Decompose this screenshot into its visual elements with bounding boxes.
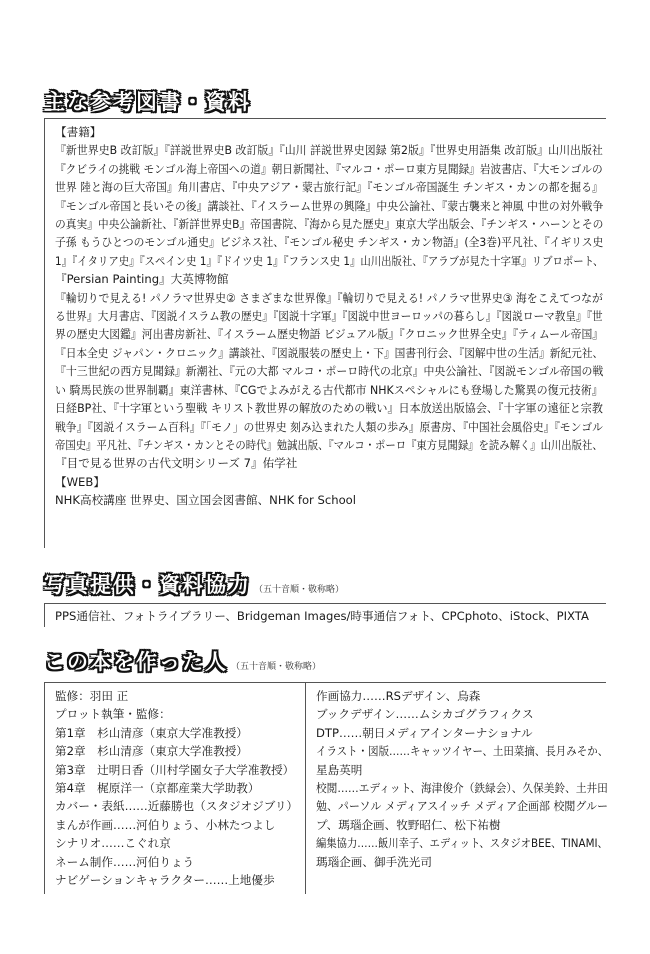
staff-line: 瑪瑙企画、御手洗光司: [316, 854, 432, 869]
staff-line: 編集協力……飯川幸子、エディット、スタジオBEE、TINAMI、: [316, 836, 608, 851]
heading-char: 料: [228, 90, 249, 114]
staff-line: シナリオ……こぐれ京: [55, 836, 171, 851]
staff-line: 星島英明: [316, 762, 363, 777]
photo-top-rule: [44, 603, 606, 604]
heading-char: な: [67, 90, 88, 114]
photo-heading: [44, 575, 344, 596]
photo-left-rule: [44, 603, 45, 627]
photo-block: [55, 607, 615, 625]
references-heading-text: [44, 92, 251, 113]
heading-char: 写: [44, 573, 65, 597]
staff-left-column: [55, 687, 300, 889]
heading-char: 書: [159, 90, 180, 114]
staff-line: カバー・表紙……近藤勝也（スタジオジブリ）: [55, 799, 299, 814]
references-top-rule: [44, 118, 606, 119]
heading-char: 供: [113, 573, 134, 597]
heading-char: 料: [182, 573, 203, 597]
references-heading: [44, 92, 251, 113]
heading-char: 図: [136, 90, 157, 114]
heading-char: っ: [159, 650, 180, 674]
staff-line: DTP……朝日メディアインターナショナル: [316, 725, 533, 740]
heading-char: 考: [113, 90, 134, 114]
staff-line: 第1章 杉山清彦（東京大学准教授）: [55, 725, 248, 740]
book-line: 『輪切りで見える! パノラマ世界史② さまざまな世界像』『輪切りで見える! パノラマ世界史③ 海をこえてつなが: [55, 290, 603, 305]
heading-char: こ: [44, 650, 65, 674]
staff-line: 作画協力……RSデザイン、烏森: [316, 689, 481, 703]
staff-left-rule: [44, 682, 45, 894]
heading-char: 作: [136, 650, 157, 674]
heading-char: ・: [182, 90, 203, 114]
heading-char: 提: [90, 573, 111, 597]
book-line: 戦争』『図説イスラーム百科』『「モノ」の世界史 刻み込まれた人類の歩み』原書房、『中国社会風俗史』『モンゴル: [55, 419, 603, 434]
book-line: 界の歴史大図鑑』河出書房新社、『イスラーム歴史物語 ビジュアル版』『クロニック世界全史』『ティムール帝国』: [55, 327, 604, 342]
book-line: 『目で見る世界の古代文明シリーズ 7』佑学社: [55, 456, 298, 471]
heading-char: 力: [228, 573, 249, 597]
heading-char: 本: [90, 650, 111, 674]
staff-line: 第3章 辻明日香（川村学園女子大学准教授）: [55, 762, 295, 777]
heading-char: 参: [90, 90, 111, 114]
photo-line: PPS通信社、フォトライブラリー、Bridgeman Images/時事通信フォト、CPCphoto、iStock、PIXTA: [55, 609, 589, 623]
book-line: 『日本全史 ジャパン・クロニック』講談社、『図説服装の歴史上・下』国書刊行会、『図解中世の生活』新紀元社、: [55, 345, 604, 360]
staff-line: まんが作画……河伯りょう、小林たつよし: [55, 817, 276, 832]
heading-char: 資: [205, 90, 226, 114]
staff-line: 校閲……エディット、海津俊介（鉄緑会）、久保美鈴、土井田: [316, 781, 608, 796]
book-line: 1』『イタリア史』『スペイン史 1』『ドイツ史 1』『フランス史 1』山川出版社、『アラブが見た十字軍』リブロポート、: [55, 253, 604, 268]
staff-line: 監修：羽田 正: [55, 689, 129, 703]
web-line: NHK高校講座 世界史、国立国会図書館、NHK for School: [55, 493, 356, 508]
book-line: 『クビライの挑戦 モンゴル海上帝国への道』朝日新聞社、『マルコ・ポーロ東方見聞録』岩波書店、『大モンゴルの: [55, 161, 603, 176]
staff-right-column: [316, 687, 616, 871]
heading-char: 主: [44, 90, 65, 114]
book-line: 『モンゴル帝国と長いその後』講談社、『イスラーム世界の興隆』中央公論社、『蒙古襲来と神風 中世の対外戦争: [55, 198, 604, 213]
staff-line: 勉、パーソル メディアスイッチ メディア企画部 校閲グルー: [316, 799, 608, 814]
book-line: 帝国史』平凡社、『チンギス・カンとその時代』勉誠出版、『マルコ・ポーロ『東方見聞録』を読み解く』山川出版社、: [55, 437, 603, 452]
staff-middle-rule: [305, 682, 306, 894]
staff-line: ブックデザイン……ムシカゴグラフィクス: [316, 707, 534, 722]
heading-char: 真: [67, 573, 88, 597]
heading-char: ・: [136, 573, 157, 597]
book-line: 『新世界史B 改訂版』『詳説世界史B 改訂版』『山川 詳説世界史図録 第2版』『世界史用語集 改訂版』山川出版社: [55, 143, 603, 158]
photo-heading-note: （五十音順・敬称略）: [254, 585, 345, 595]
books-label: 【書籍】: [55, 125, 102, 139]
book-line: 子孫 もうひとつのモンゴル通史』ビジネス社、『モンゴル秘史 チンギス・カン物語』(全3巻)平凡社、『イギリス史: [55, 235, 604, 250]
book-line: る世界』大月書店、『図説イスラム教の歴史』『図説十字軍』『図説中世ヨーロッパの暮らし』『図説ローマ教皇』『世: [55, 309, 603, 324]
staff-line: 第2章 杉山清彦（東京大学准教授）: [55, 744, 248, 759]
books-list: [55, 141, 615, 472]
heading-char: の: [67, 650, 88, 674]
staff-line: プロット執筆・監修：: [55, 707, 171, 722]
references-block: [55, 123, 615, 510]
web-label: 【WEB】: [55, 474, 105, 489]
references-left-rule: [44, 118, 45, 548]
staff-heading-note: （五十音順・敬称略）: [231, 662, 322, 672]
heading-char: 資: [159, 573, 180, 597]
book-line: い 騎馬民族の世界制覇』東洋書林、『CGでよみがえる古代都市 NHKスペシャルにも登場した驚異の復元技術』: [55, 382, 603, 397]
heading-char: た: [182, 650, 203, 674]
heading-char: を: [113, 650, 134, 674]
book-line: の真実』中央公論新社、『新詳世界史B』帝国書院、『海から見た歴史』東京大学出版会、『チンギス・ハーンとその: [55, 217, 604, 232]
book-line: 『十三世紀の西方見聞録』新潮社、『元の大都 マルコ・ポーロ時代の北京』中央公論社、『図説モンゴル帝国の戦: [55, 364, 604, 379]
heading-char: 人: [205, 650, 226, 674]
staff-heading-text: [44, 652, 228, 673]
staff-line: ナビゲーションキャラクター……上地優歩: [55, 873, 275, 888]
staff-line: プ、瑪瑙企画、牧野昭仁、松下祐樹: [316, 817, 501, 832]
book-line: 日経BP社、『十字軍という聖戦 キリスト教世界の解放のための戦い』日本放送出版協会、『十字軍の遠征と宗教: [55, 401, 603, 416]
staff-line: 第4章 梶原洋一（京都産業大学助教）: [55, 781, 260, 796]
staff-top-rule: [44, 682, 606, 683]
staff-line: ネーム制作……河伯りょう: [55, 854, 195, 869]
staff-heading: [44, 652, 321, 673]
book-line: 世界 陸と海の巨大帝国』角川書店、『中央アジア・蒙古旅行記』『モンゴル帝国誕生 チンギス・カンの都を掘る』: [55, 180, 603, 195]
heading-char: 協: [205, 573, 226, 597]
staff-line: イラスト・図版……キャッツイヤー、土田菜摘、長月みそか、: [316, 744, 609, 759]
photo-heading-text: [44, 575, 251, 596]
book-line: 『Persian Painting』大英博物館: [55, 272, 229, 287]
